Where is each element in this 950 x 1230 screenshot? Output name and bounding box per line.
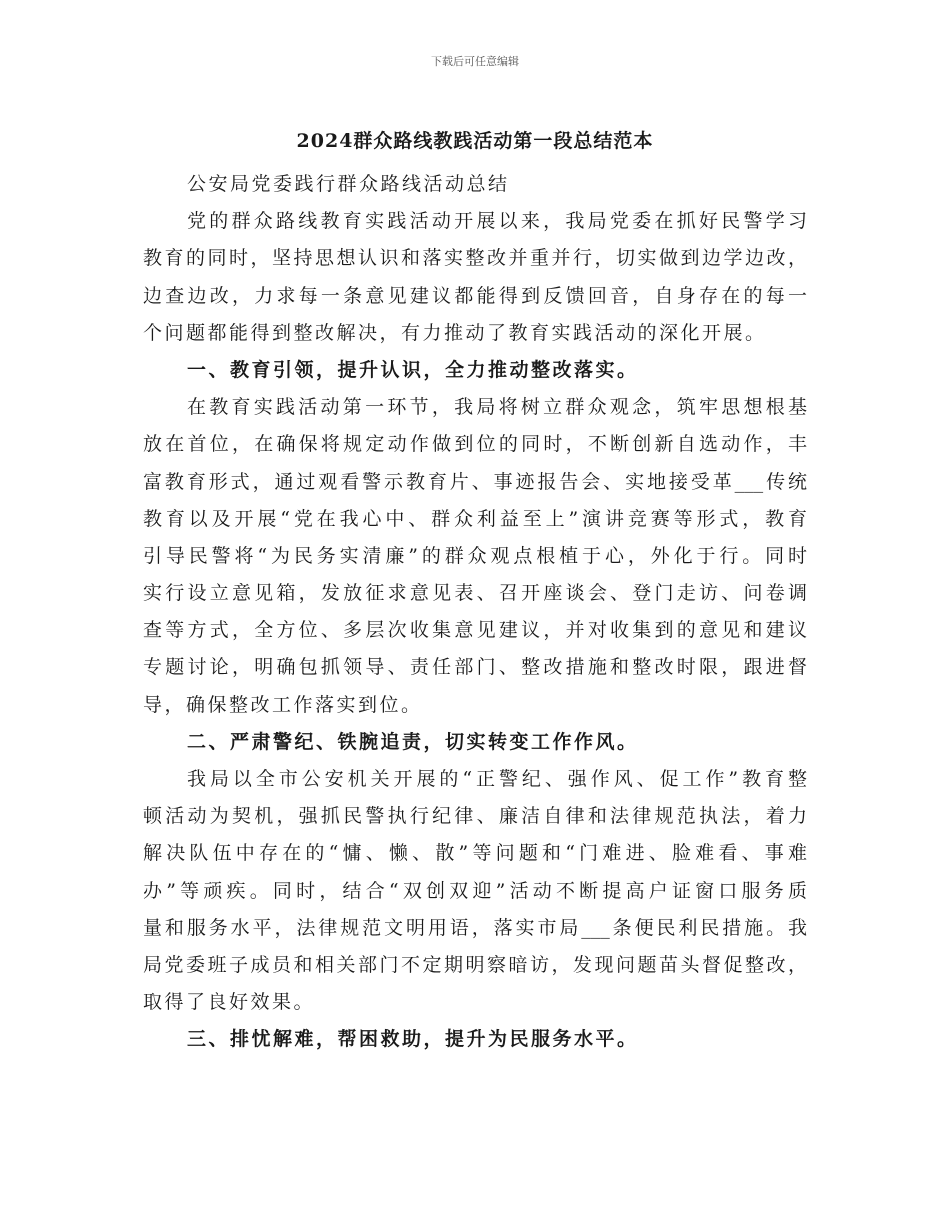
body-text-line: 边查边改，力求每一条意见建议都能得到反馈回音，自身存在的每一 [143, 284, 807, 307]
header-note: 下载后可任意编辑 [431, 55, 519, 68]
body-text-line: 在教育实践活动第一环节，我局将树立群众观念，筑牢思想根基 [187, 396, 807, 419]
body-text-line: 我局以全市公安机关开展的“正警纪、强作风、促工作”教育整 [187, 768, 807, 790]
body-text-line: 解决队伍中存在的“慵、懒、散”等问题和“门难进、脸难看、事难 [143, 842, 807, 865]
body-text-line: 导，确保整改工作落实到位。 [143, 693, 423, 716]
body-text-line: 查等方式，全方位、多层次收集意见建议，并对收集到的意见和建议 [143, 619, 807, 642]
body-text-line: 教育的同时，坚持思想认识和落实整改并重并行，切实做到边学边改， [143, 247, 807, 270]
section-heading: 二、严肃警纪、铁腕追责，切实转变工作作风。 [187, 730, 639, 753]
body-text-line: 实行设立意见箱，发放征求意见表、召开座谈会、登门走访、问卷调 [143, 582, 807, 605]
body-text-line: 引导民警将“为民务实清廉”的群众观点根植于心，外化于行。同时 [143, 544, 807, 567]
body-text-line: 富教育形式，通过观看警示教育片、事迹报告会、实地接受革___传统 [143, 470, 807, 493]
body-text-line: 教育以及开展“党在我心中、群众利益至上”演讲竞赛等形式，教育 [143, 507, 807, 530]
body-text-line: 个问题都能得到整改解决，有力推动了教育实践活动的深化开展。 [143, 321, 767, 344]
body-text-line: 公安局党委践行群众路线活动总结 [187, 173, 510, 195]
body-text-line: 放在首位，在确保将规定动作做到位的同时，不断创新自选动作，丰 [143, 433, 807, 456]
document-title: 2024群众路线教践活动第一段总结范本 [296, 130, 654, 152]
body-text-line: 党的群众路线教育实践活动开展以来，我局党委在抓好民警学习 [187, 210, 807, 233]
body-text-line: 专题讨论，明确包抓领导、责任部门、整改措施和整改时限，跟进督 [143, 656, 807, 679]
body-text-line: 局党委班子成员和相关部门不定期明察暗访，发现问题苗头督促整改， [143, 953, 807, 976]
body-text-line: 顿活动为契机，强抓民警执行纪律、廉洁自律和法律规范执法，着力 [143, 805, 807, 828]
body-text-line: 量和服务水平，法律规范文明用语，落实市局___条便民利民措施。我 [143, 916, 807, 939]
body-text-line: 取得了良好效果。 [143, 991, 316, 1014]
section-heading: 一、教育引领，提升认识，全力推动整改落实。 [187, 358, 639, 381]
document-body [143, 166, 807, 1059]
section-heading: 三、排忧解难，帮困救助，提升为民服务水平。 [187, 1028, 639, 1051]
body-text-line: 办”等顽疾。同时，结合“双创双迎”活动不断提高户证窗口服务质 [143, 879, 807, 902]
